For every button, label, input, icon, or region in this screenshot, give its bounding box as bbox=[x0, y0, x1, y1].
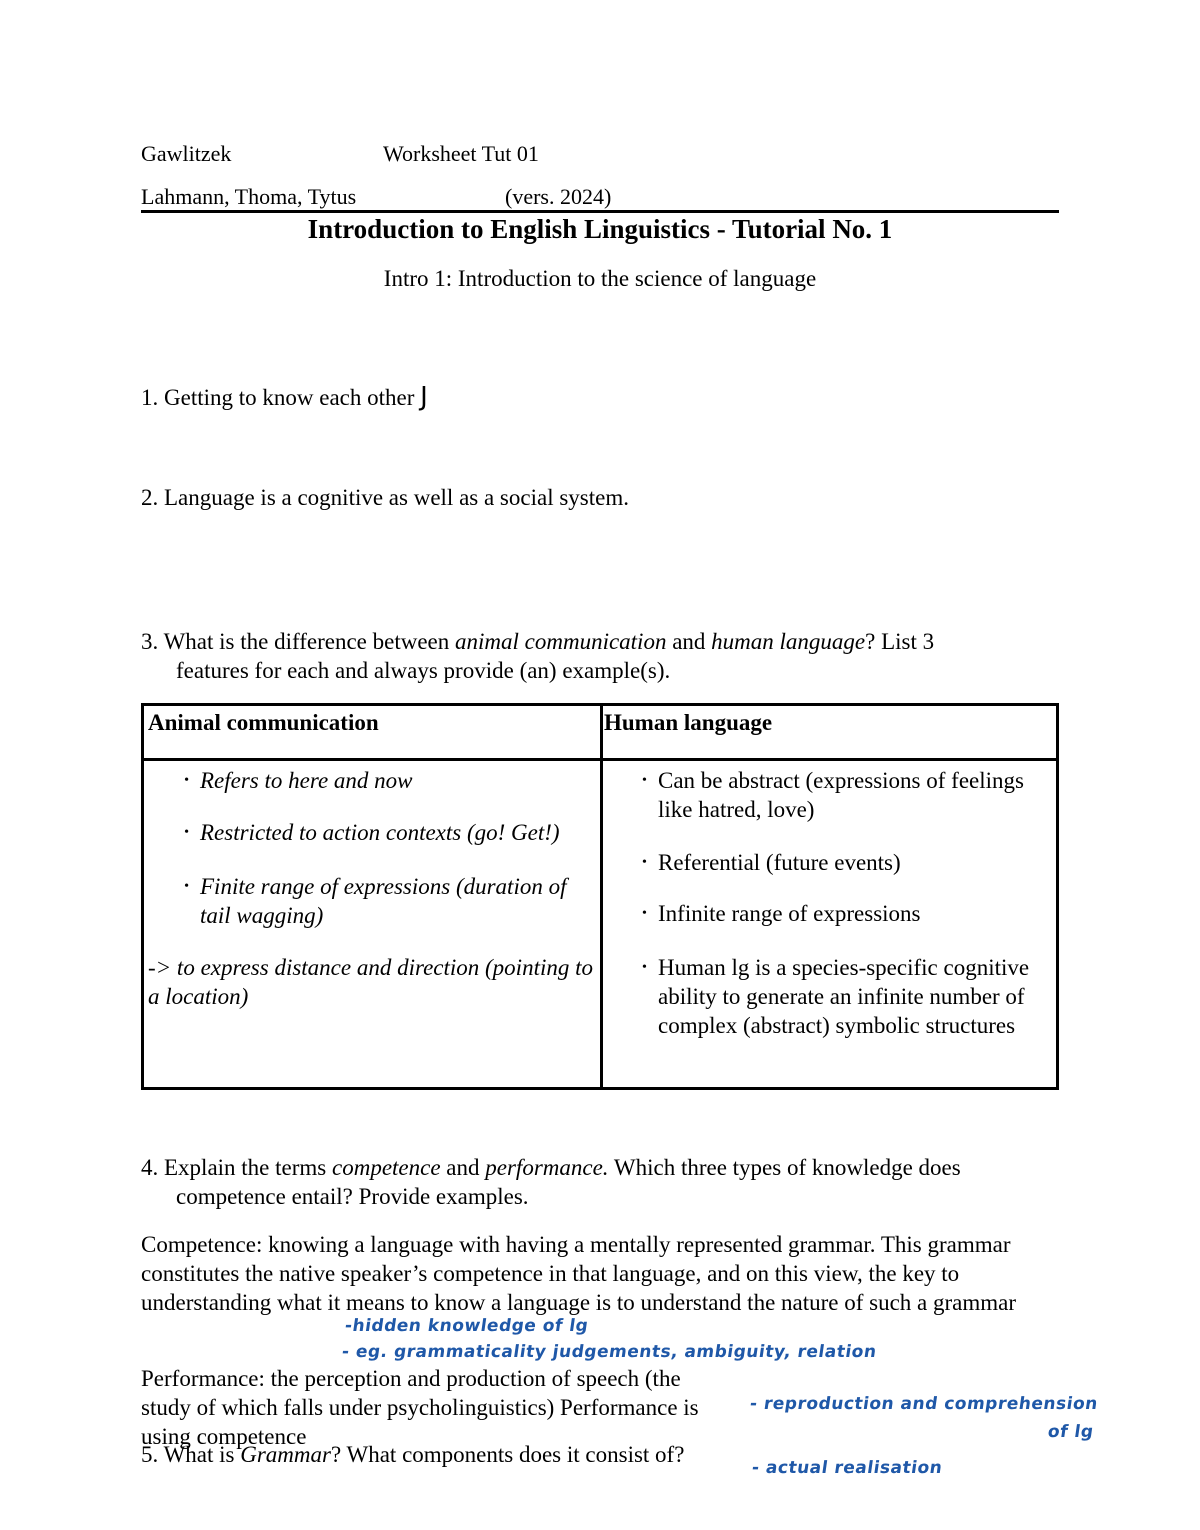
bullet-icon: • bbox=[184, 773, 189, 788]
question-2: 2. Language is a cognitive as well as a social system. bbox=[141, 485, 629, 510]
animal-note: -> to express distance and direction (pointing to a location) bbox=[148, 955, 593, 1009]
bullet-icon: • bbox=[184, 879, 189, 894]
header-rule bbox=[141, 210, 1059, 213]
question-3 bbox=[141, 627, 934, 685]
comparison-table bbox=[141, 703, 1059, 1090]
col-header-human: Human language bbox=[604, 710, 773, 735]
list-item: • Finite range of expressions (duration of tail wagging) bbox=[184, 874, 567, 928]
question-5-em-grammar: Grammar bbox=[240, 1442, 331, 1467]
question-1 bbox=[141, 383, 428, 412]
list-item: • Human lg is a species-specific cognitive ability to generate an infinite number of complex (abstract) symbolic structures bbox=[642, 955, 1030, 1038]
bullet-icon: • bbox=[642, 855, 647, 870]
question-5-text-a: 5. What is bbox=[141, 1442, 241, 1467]
question-4-line-2: competence entail? Provide examples. bbox=[176, 1184, 529, 1209]
question-4 bbox=[141, 1153, 961, 1211]
handwritten-note-4: of lg bbox=[1046, 1422, 1095, 1442]
bullet-icon: • bbox=[184, 825, 189, 840]
bullet-icon: • bbox=[642, 773, 647, 788]
question-3-text-c: ? List 3 bbox=[865, 629, 935, 654]
list-item: • Refers to here and now bbox=[184, 768, 413, 793]
bullet-icon: • bbox=[642, 906, 647, 921]
question-4-em-performance: performance. bbox=[485, 1155, 609, 1180]
question-4-text-c: Which three types of knowledge does bbox=[608, 1155, 961, 1180]
handwritten-note-3: - reproduction and comprehension bbox=[748, 1394, 1100, 1414]
question-4-text-b: and bbox=[440, 1155, 486, 1180]
author-name: Gawlitzek bbox=[141, 141, 232, 166]
question-3-text-b: and bbox=[666, 629, 712, 654]
competence-answer: Competence: knowing a language with having a mentally represented grammar. This grammar constitutes the native speaker’s competence in that language, and on this view, the key to understanding what it means to know a language is to understand the nature of such a grammar bbox=[141, 1232, 1017, 1315]
question-5 bbox=[141, 1440, 684, 1469]
page-subtitle: Intro 1: Introduction to the science of language bbox=[383, 266, 817, 291]
question-3-em-animal: animal communication bbox=[455, 629, 667, 654]
question-3-em-human: human language bbox=[711, 629, 866, 654]
list-item: • Can be abstract (expressions of feelings like hatred, love) bbox=[642, 768, 1024, 822]
table-column-divider bbox=[600, 706, 603, 1087]
bullet-icon: • bbox=[642, 960, 647, 975]
question-4-em-competence: competence bbox=[332, 1155, 441, 1180]
page-title: Introduction to English Linguistics - Tutorial No. 1 bbox=[307, 214, 893, 244]
handwritten-note-5: - actual realisation bbox=[750, 1458, 944, 1478]
question-4-text-a: 4. Explain the terms bbox=[141, 1155, 332, 1180]
list-item: • Referential (future events) bbox=[642, 850, 901, 875]
col-header-animal: Animal communication bbox=[148, 710, 379, 735]
worksheet-label: Worksheet Tut 01 bbox=[383, 141, 539, 166]
version-label: (vers. 2024) bbox=[505, 184, 612, 209]
question-3-line-2: features for each and always provide (an) example(s). bbox=[176, 658, 671, 683]
list-item: • Restricted to action contexts (go! Get!) bbox=[184, 820, 560, 845]
performance-answer: Performance: the perception and production of speech (the study of which falls under psycholinguistics) Performance is using competence bbox=[141, 1366, 699, 1449]
list-item: • Infinite range of expressions bbox=[642, 901, 921, 926]
student-names: Lahmann, Thoma, Tytus bbox=[141, 184, 357, 209]
question-5-text-b: ? What components does it consist of? bbox=[330, 1442, 685, 1467]
question-3-text-a: 3. What is the difference between bbox=[141, 629, 455, 654]
handwritten-note-1: -hidden knowledge of lg bbox=[343, 1316, 590, 1336]
question-1-text: 1. Getting to know each other bbox=[141, 385, 415, 410]
smiley-icon: J bbox=[420, 382, 428, 412]
handwritten-note-2: - eg. grammaticality judgements, ambiguity, relation bbox=[340, 1342, 878, 1362]
